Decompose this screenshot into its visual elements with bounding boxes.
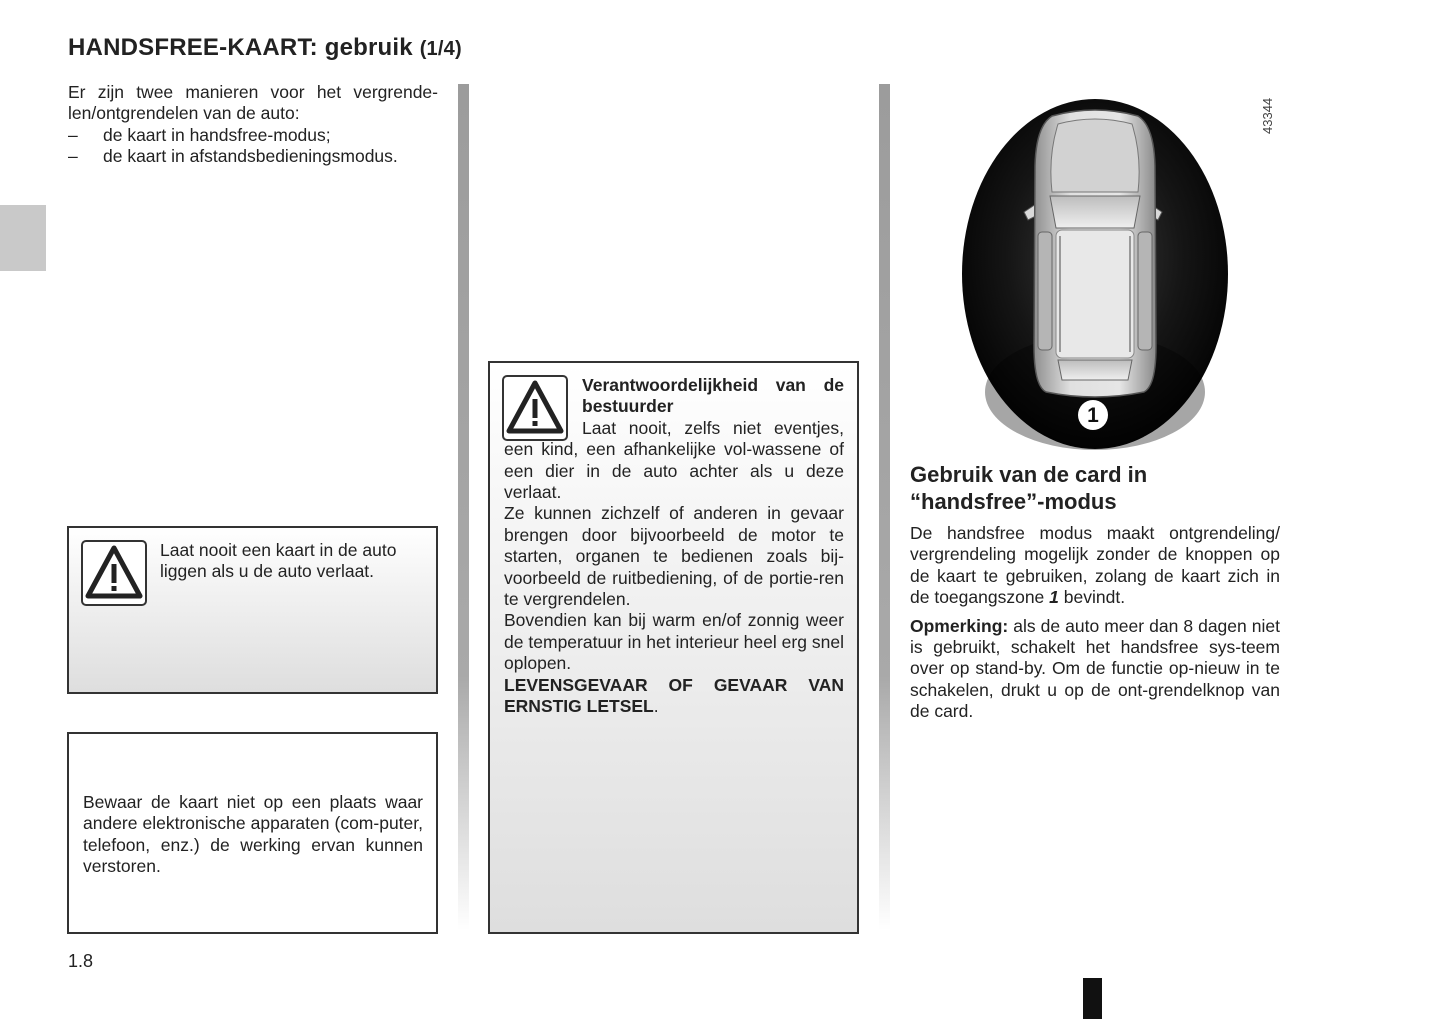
warning-paragraph: Bovendien kan bij warm en/of zonnig weer de temperatuur in het interieur heel erg snel oplopen.	[504, 610, 844, 674]
page-number: 1.8	[68, 951, 94, 971]
list-item	[68, 146, 438, 167]
warning-triangle-icon	[81, 540, 147, 606]
danger-period: .	[653, 696, 659, 717]
remark-text: als de auto meer dan 8 dagen niet is gebruikt, schakelt het handsfree sys-teem over op stand-by. Om de functie op-nieuw in te schakelen, drukt u op de ont-grendelknop van de card.	[910, 615, 1280, 722]
list-dash: –	[68, 146, 78, 167]
warning-paragraph: Ze kunnen zichzelf of anderen in gevaar brengen door bijvoorbeeld de motor te starten, organen te bedienen zoals bij-voorbeeld de ruitbediening, of de portie-ren te vergrendelen.	[504, 503, 844, 610]
interference-note-box	[67, 732, 438, 934]
driver-warning-content	[504, 375, 844, 718]
image-reference	[1258, 92, 1278, 136]
section-heading-line: “handsfree”-modus	[910, 489, 1117, 514]
list-dash: –	[68, 124, 78, 145]
list-item	[68, 125, 438, 146]
warning-text: Laat nooit een kaart in de auto liggen als u de auto verlaat.	[160, 540, 397, 582]
car-illustration	[962, 96, 1232, 456]
column-divider	[458, 84, 469, 930]
card-warning-box	[67, 526, 438, 694]
edge-marker	[1083, 978, 1102, 1019]
list-item-label: de kaart in handsfree-modus;	[103, 124, 331, 145]
remark-label: Opmerking:	[910, 615, 1009, 636]
car-topview-figure	[962, 96, 1232, 456]
paragraph-text: De handsfree modus maakt ontgrendeling/ vergrendeling mogelijk zonder de knoppen op de kaart te gebruiken, zolang de kaart zich in de toegangszone	[910, 523, 1280, 608]
page-title-main: HANDSFREE-KAART: gebruik	[68, 34, 413, 61]
handsfree-section	[910, 461, 1280, 723]
handsfree-paragraph	[910, 523, 1280, 609]
intro-section	[68, 82, 438, 168]
driver-warning-box	[488, 361, 859, 934]
warning-title: Verantwoordelijkheid van de bestuurder	[582, 375, 844, 417]
note-text: Bewaar de kaart niet op een plaats waar andere elektronische apparaten (com-puter, telefoon, enz.) de werking ervan kunnen verstoren.	[83, 792, 423, 877]
section-heading	[910, 461, 1280, 515]
column-divider	[879, 84, 890, 930]
section-heading-line: Gebruik van de card in	[910, 462, 1148, 487]
danger-text: LEVENSGEVAAR OF GEVAAR VAN ERNSTIG LETSEL	[504, 674, 844, 717]
paragraph-text: bevindt.	[1063, 587, 1126, 608]
chapter-tab	[0, 205, 46, 271]
page-title	[68, 34, 462, 62]
page-title-part: (1/4)	[419, 38, 462, 60]
list-item-label: de kaart in afstandsbedieningsmodus.	[103, 146, 398, 167]
zone-marker-label: 1	[1087, 404, 1099, 427]
image-number: 43344	[1260, 97, 1275, 134]
remark-paragraph	[910, 616, 1280, 723]
warning-paragraph: Laat nooit, zelfs niet eventjes, een kind, een afhankelijke vol-wassene of een dier in de auto achter als u deze verlaat.	[504, 417, 844, 503]
danger-line	[504, 675, 844, 718]
intro-text: Er zijn twee manieren voor het vergrende-len/ontgrendelen van de auto:	[68, 82, 438, 124]
zone-reference: 1	[1049, 587, 1059, 608]
